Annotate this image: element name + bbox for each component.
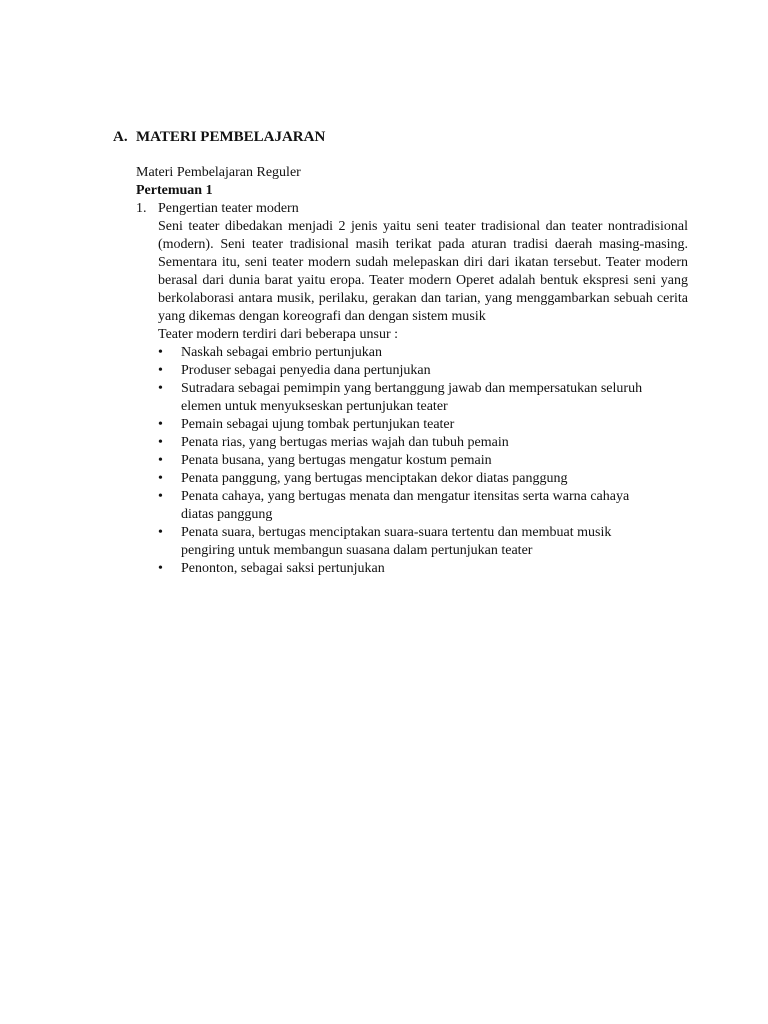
bullet-icon: • xyxy=(158,381,163,396)
numbered-item xyxy=(136,200,688,218)
section-number: A. xyxy=(113,129,128,145)
bullet-icon: • xyxy=(158,435,163,450)
section-heading xyxy=(113,128,325,146)
meeting-title: Pertemuan 1 xyxy=(136,183,213,198)
list-item-text: Pemain sebagai ujung tombak pertunjukan teater xyxy=(181,417,455,432)
list-item xyxy=(158,344,651,362)
bullet-icon: • xyxy=(158,471,163,486)
bullet-icon: • xyxy=(158,489,163,504)
bullet-icon: • xyxy=(158,417,163,432)
subtitle: Materi Pembelajaran Reguler xyxy=(136,165,301,180)
bullet-icon: • xyxy=(158,453,163,468)
definition-paragraph: Seni teater dibedakan menjadi 2 jenis yaitu seni teater tradisional dan teater nontradisional (modern). Seni teater tradisional masih terikat pada aturan tradisi daerah masing-masing. Sementara itu, seni teater modern sudah melepaskan diri dari ikatan tersebut. Teater modern berasal dari dunia barat yaitu eropa. Teater modern Operet adalah bentuk ekspresi seni yang berkolaborasi antara musik, perilaku, gerakan dan tarian, yang menggambarkan sebuah cerita yang dikemas dengan koreografi dan dengan sistem musik xyxy=(158,219,688,324)
list-item xyxy=(158,380,651,416)
list-item-text: Sutradara sebagai pemimpin yang bertanggung jawab dan mempersatukan seluruh elemen untuk menyukseskan pertunjukan teater xyxy=(181,381,643,414)
list-item xyxy=(158,416,651,434)
bullet-icon: • xyxy=(158,345,163,360)
list-item-text: Naskah sebagai embrio pertunjukan xyxy=(181,345,382,360)
list-item xyxy=(158,524,651,560)
list-item xyxy=(158,452,651,470)
bullet-icon: • xyxy=(158,561,163,576)
item-number: 1. xyxy=(136,201,147,216)
list-item xyxy=(158,362,651,380)
list-item-text: Penata busana, yang bertugas mengatur kostum pemain xyxy=(181,453,492,468)
bullet-icon: • xyxy=(158,363,163,378)
list-item-text: Penata panggung, yang bertugas menciptakan dekor diatas panggung xyxy=(181,471,568,486)
list-item xyxy=(158,434,651,452)
list-item-text: Penata suara, bertugas menciptakan suara-suara tertentu dan membuat musik pengiring untuk membangun suasana dalam pertunjukan teater xyxy=(181,525,612,558)
elements-list xyxy=(136,344,688,578)
list-item xyxy=(158,470,651,488)
list-item xyxy=(158,488,651,524)
list-item-text: Penata rias, yang bertugas merias wajah dan tubuh pemain xyxy=(181,435,509,450)
bullet-icon: • xyxy=(158,525,163,540)
elements-intro: Teater modern terdiri dari beberapa unsur : xyxy=(158,327,399,342)
list-item-text: Produser sebagai penyedia dana pertunjukan xyxy=(181,363,431,378)
content-body xyxy=(136,164,688,578)
item-title: Pengertian teater modern xyxy=(158,201,299,216)
list-item xyxy=(158,560,651,578)
list-item-text: Penata cahaya, yang bertugas menata dan mengatur itensitas serta warna cahaya diatas panggung xyxy=(181,489,630,522)
list-item-text: Penonton, sebagai saksi pertunjukan xyxy=(181,561,385,576)
section-title: MATERI PEMBELAJARAN xyxy=(136,129,326,145)
